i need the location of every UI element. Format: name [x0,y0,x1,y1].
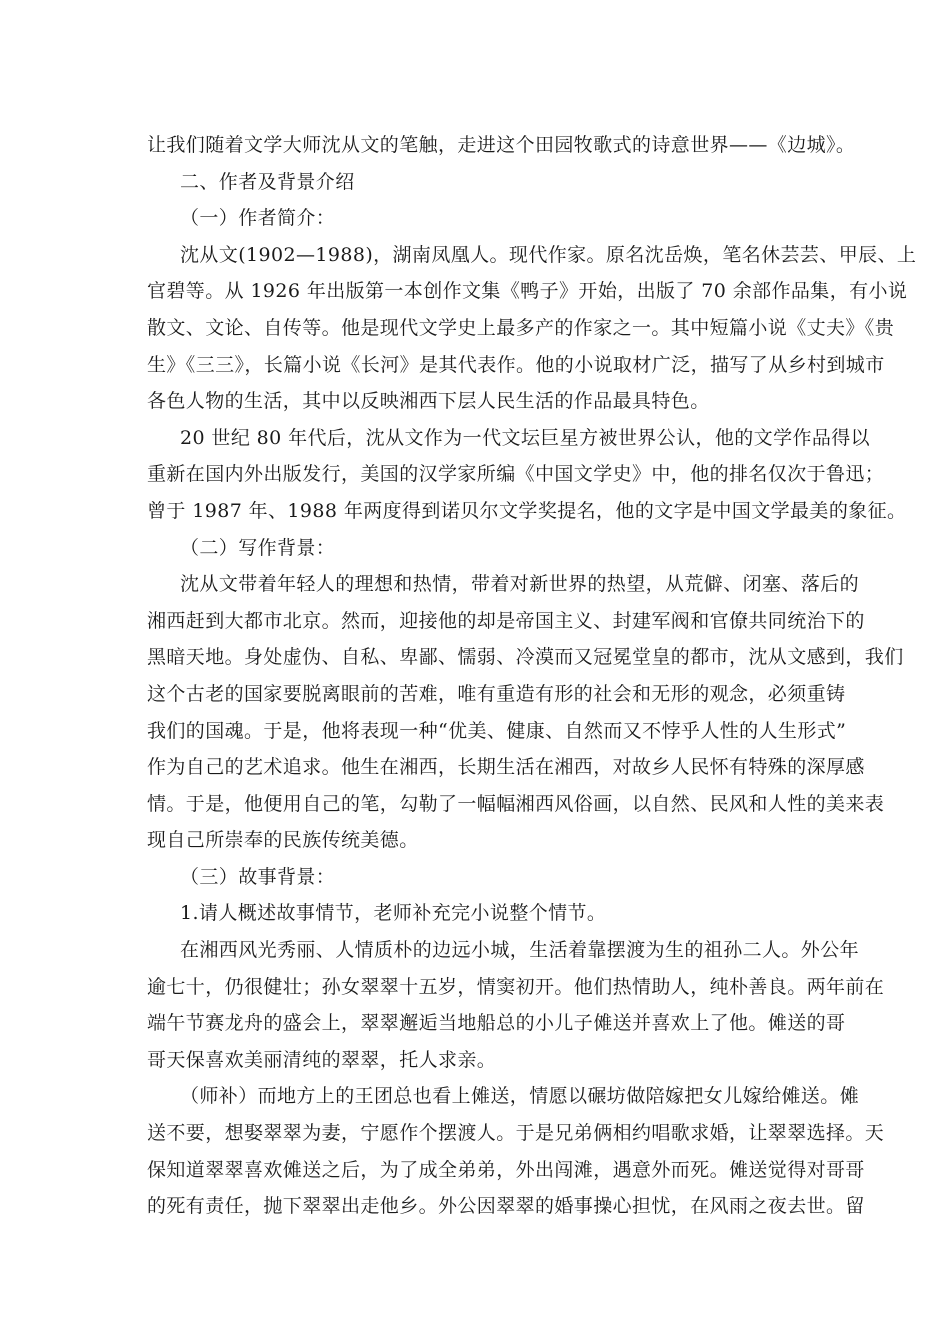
subsection-heading: （三）故事背景： [180,865,336,888]
paragraph-line: 1.请人概述故事情节，老师补充完小说整个情节。 [180,902,607,925]
subsection-heading: （二）写作背景： [180,536,336,559]
paragraph-line: 曾于 1987 年、1988 年两度得到诺贝尔文学奖提名，他的文字是中国文学最美的象征。 [147,499,907,522]
paragraph-line: 沈从文(1902—1988)，湖南凤凰人。现代作家。原名沈岳焕，笔名休芸芸、甲辰、上 [180,243,917,266]
paragraph-line: 我们的国魂。于是，他将表现一种“优美、健康、自然而又不悖乎人性的人生形式” [147,719,847,742]
paragraph-line: 20 世纪 80 年代后，沈从文作为一代文坛巨星方被世界公认，他的文学作品得以 [180,426,871,449]
paragraph-line: 保知道翠翠喜欢傩送之后，为了成全弟弟，外出闯滩，遇意外而死。傩送觉得对哥哥 [147,1158,865,1181]
paragraph-line: 送不要，想娶翠翠为妻，宁愿作个摆渡人。于是兄弟俩相约唱歌求婚，让翠翠选择。天 [147,1122,885,1145]
subsection-heading: （一）作者简介： [180,207,336,230]
paragraph-line: 湘西赶到大都市北京。然而，迎接他的却是帝国主义、封建军阀和官僚共同统治下的 [147,609,865,632]
paragraph-line: 重新在国内外出版发行，美国的汉学家所编《中国文学史》中，他的排名仅次于鲁迅； [147,463,885,486]
paragraph-line: 的死有责任，抛下翠翠出走他乡。外公因翠翠的婚事操心担忧，在风雨之夜去世。留 [147,1195,865,1218]
paragraph-line: 哥天保喜欢美丽清纯的翠翠，托人求亲。 [147,1048,497,1071]
paragraph-line: 作为自己的艺术追求。他生在湘西，长期生活在湘西，对故乡人民怀有特殊的深厚感 [147,756,865,779]
paragraph-line: 让我们随着文学大师沈从文的笔触，走进这个田园牧歌式的诗意世界——《边城》。 [147,134,856,156]
paragraph-line: 官碧等。从 1926 年出版第一本创作文集《鸭子》开始，出版了 70 余部作品集，有小说 [147,280,908,303]
paragraph-line: 黑暗天地。身处虚伪、自私、卑鄙、懦弱、冷漠而又冠冕堂皇的都市，沈从文感到，我们 [147,646,904,669]
paragraph-line: 在湘西风光秀丽、人情质朴的边远小城，生活着靠摆渡为生的祖孙二人。外公年 [180,939,860,962]
paragraph-line: （师补）而地方上的王团总也看上傩送，情愿以碾坊做陪嫁把女儿嫁给傩送。傩 [180,1085,860,1108]
paragraph-line: 沈从文带着年轻人的理想和热情，带着对新世界的热望，从荒僻、闭塞、落后的 [180,573,860,596]
section-heading: 二、作者及背景介绍 [180,170,355,193]
paragraph-line: 散文、文论、自传等。他是现代文学史上最多产的作家之一。其中短篇小说《丈夫》《贵 [147,316,895,339]
paragraph-line: 这个古老的国家要脱离眼前的苦难，唯有重造有形的社会和无形的观念，必须重铸 [147,682,846,705]
paragraph-line: 现自己所崇奉的民族传统美德。 [147,829,419,852]
paragraph-line: 各色人物的生活，其中以反映湘西下层人民生活的作品最具特色。 [147,390,710,413]
document-body [147,127,917,1225]
paragraph-line: 逾七十，仍很健壮；孙女翠翠十五岁，情窦初开。他们热情助人，纯朴善良。两年前在 [147,975,885,998]
paragraph-line: 情。于是，他便用自己的笔，勾勒了一幅幅湘西风俗画，以自然、民风和人性的美来表 [147,792,885,815]
paragraph-line: 端午节赛龙舟的盛会上，翠翠邂逅当地船总的小儿子傩送并喜欢上了他。傩送的哥 [147,1012,846,1035]
paragraph-line: 生》《三三》，长篇小说《长河》是其代表作。他的小说取材广泛，描写了从乡村到城市 [147,353,885,376]
